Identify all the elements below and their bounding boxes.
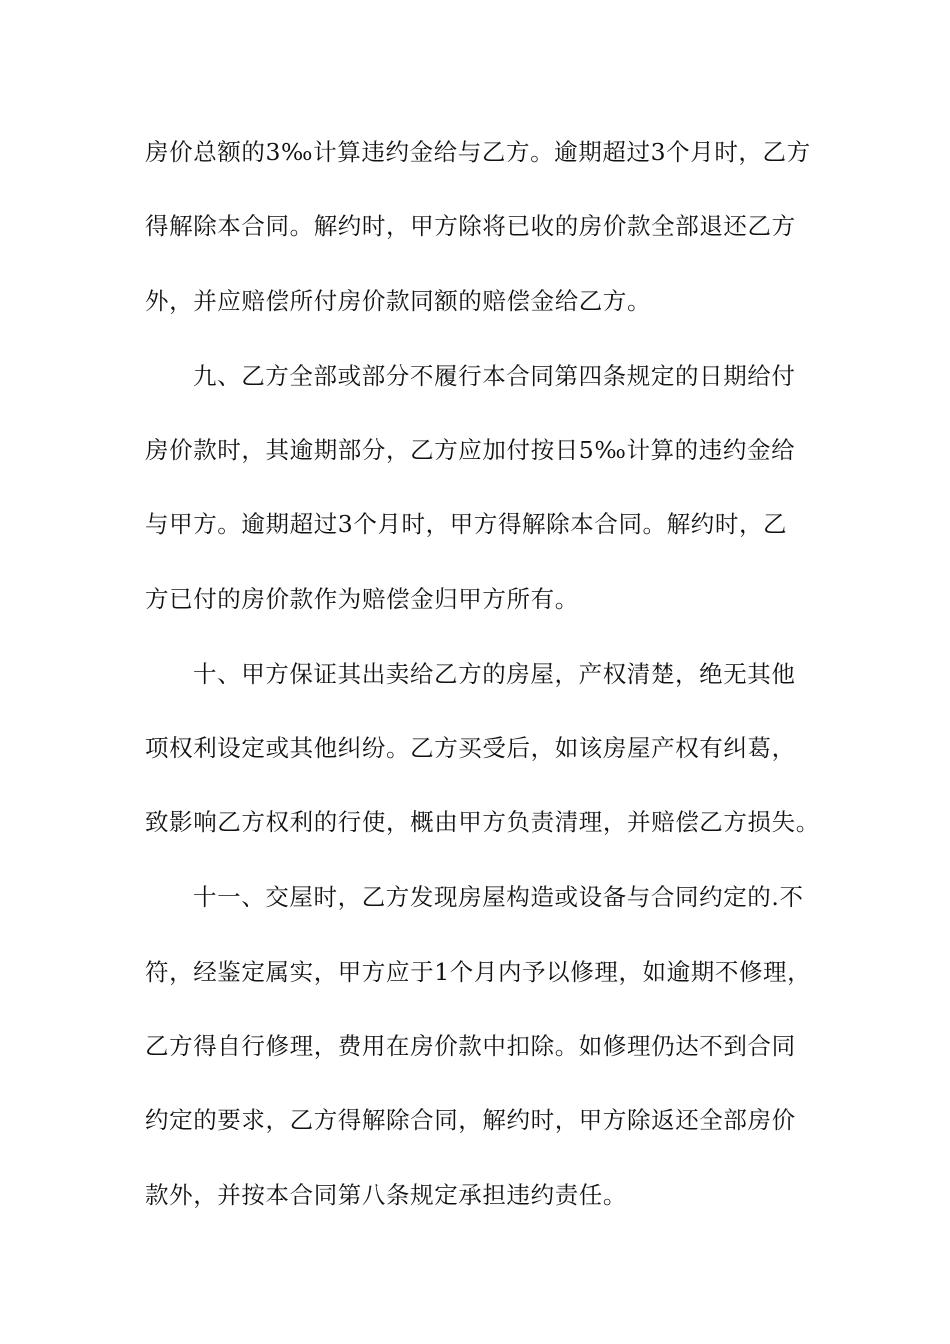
- text-line: 房价款时，其逾期部分，乙方应加付按日5‰计算的违约金给: [145, 436, 796, 464]
- text-line: 方已付的房价款作为赔偿金归甲方所有。: [145, 585, 579, 613]
- paragraph-start-line: 十、甲方保证其出卖给乙方的房屋，产权清楚，绝无其他: [193, 660, 796, 688]
- text-line: 约定的要求，乙方得解除合同，解约时，甲方除返还全部房价: [145, 1106, 796, 1134]
- text-line: 外，并应赔偿所付房价款同额的赔偿金给乙方。: [145, 287, 652, 315]
- text-line: 乙方得自行修理，费用在房价款中扣除。如修理仍达不到合同: [145, 1032, 796, 1060]
- paragraph-start-line: 九、乙方全部或部分不履行本合同第四条规定的日期给付: [193, 362, 796, 390]
- text-line: 款外，并按本合同第八条规定承担违约责任。: [145, 1181, 627, 1209]
- paragraph-start-line: 十一、交屋时，乙方发现房屋构造或设备与合同约定的.不: [193, 883, 804, 911]
- text-line: 致影响乙方权利的行使，概由甲方负责清理，并赔偿乙方损失。: [145, 808, 820, 836]
- text-line: 与甲方。逾期超过3个月时，甲方得解除本合同。解约时，乙: [145, 510, 788, 538]
- text-line: 符，经鉴定属实，甲方应于1个月内予以修理，如逾期不修理，: [145, 958, 812, 986]
- text-line: 房价总额的3‰计算违约金给与乙方。逾期超过3个月时，乙方: [145, 138, 811, 166]
- text-line: 得解除本合同。解约时，甲方除将已收的房价款全部退还乙方: [145, 212, 796, 240]
- text-line: 项权利设定或其他纠纷。乙方买受后，如该房屋产权有纠葛，: [145, 734, 796, 762]
